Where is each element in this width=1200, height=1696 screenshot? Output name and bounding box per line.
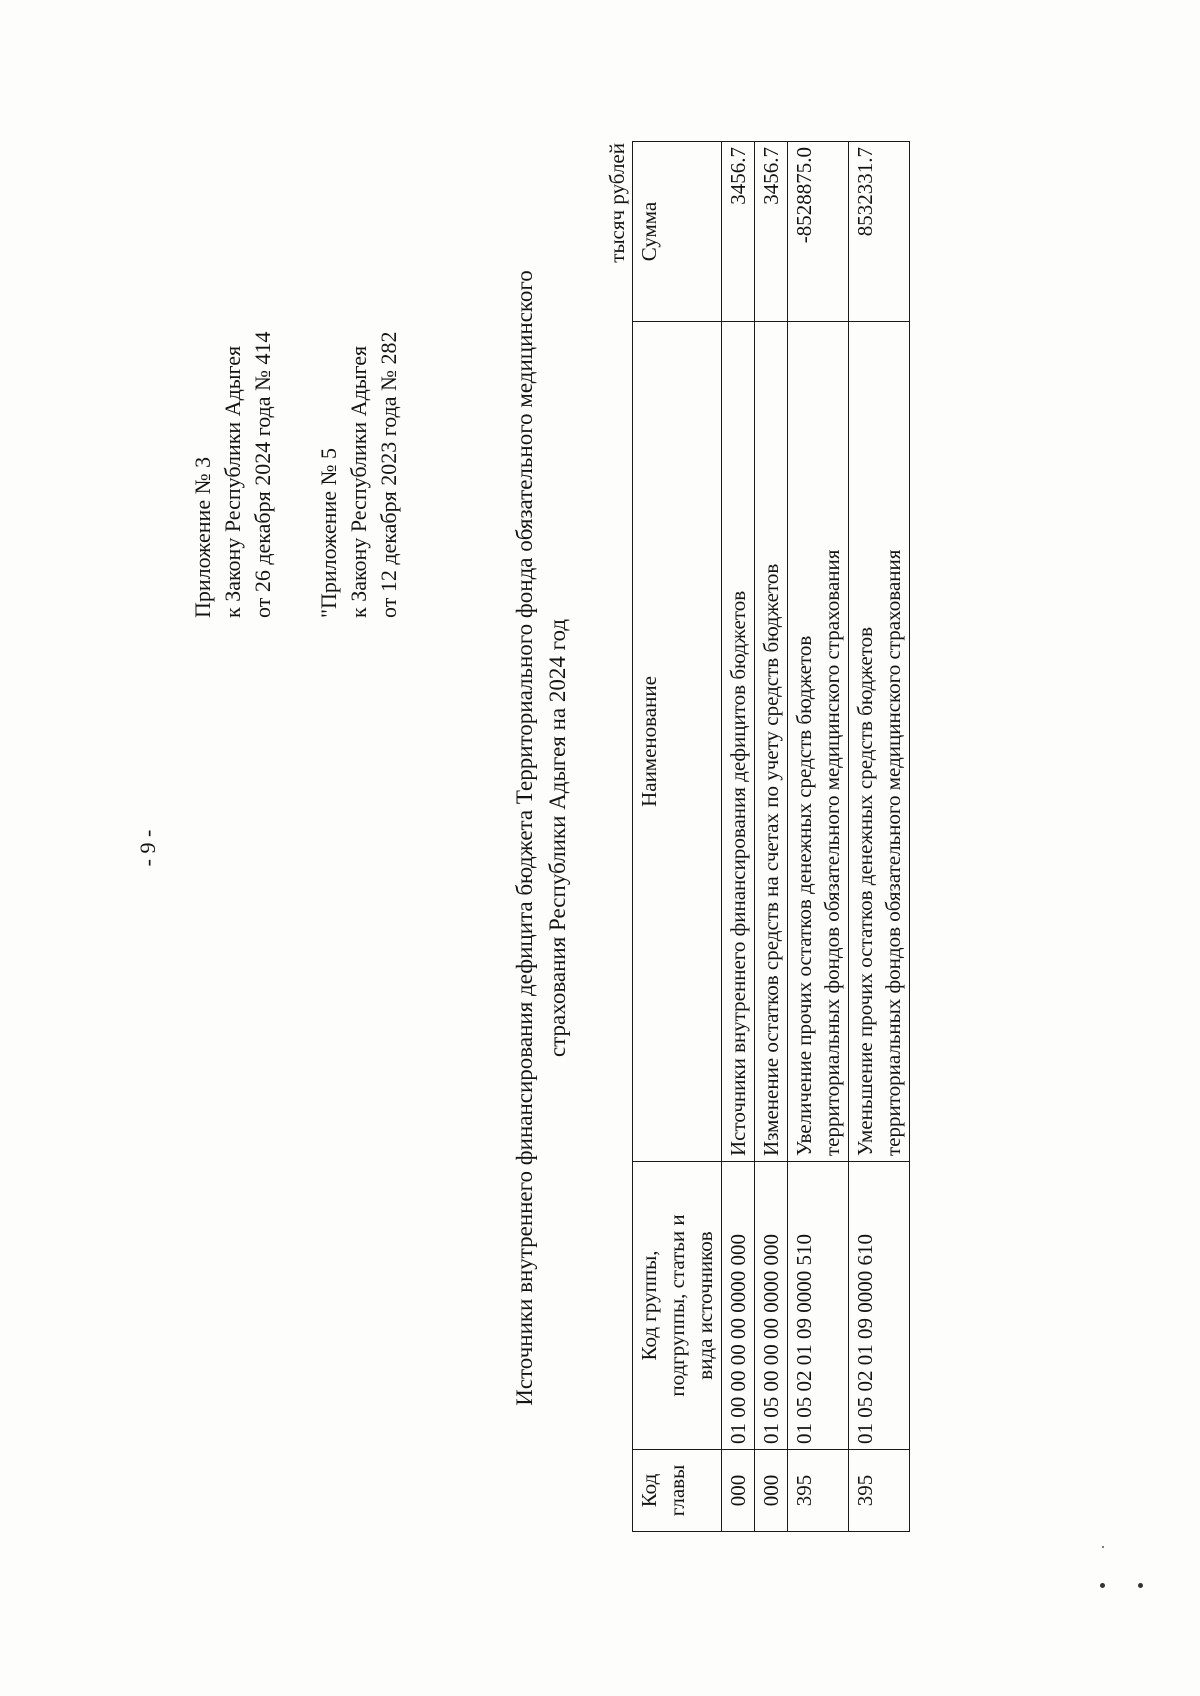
source-code-cell: 01 05 02 01 09 0000 510 [788, 1162, 849, 1450]
appendix-previous-law: к Закону Республики Адыгея [346, 345, 371, 618]
header-chapter-code: Код главы [633, 1450, 722, 1532]
document-title-line-1: Источники внутреннего финансирования дефицита бюджета Территориального фонда обязательного медицинского [512, 270, 537, 1406]
document-title [508, 138, 574, 1538]
sum-cell: 8532331.7 [849, 142, 910, 322]
chapter-code-cell: 000 [755, 1450, 788, 1532]
appendix-current-date: от 26 декабря 2024 года № 414 [250, 331, 275, 618]
name-cell: Увеличение прочих остатков денежных средств бюджетов территориальных фондов обязательного медицинского страхования [788, 322, 849, 1162]
name-cell: Источники внутреннего финансирования дефицитов бюджетов [722, 322, 755, 1162]
units-label: тысяч рублей [605, 143, 629, 263]
appendix-previous-title: "Приложение № 5 [316, 447, 341, 618]
table-row [788, 142, 849, 1532]
source-code-cell: 01 00 00 00 00 0000 000 [722, 1162, 755, 1450]
header-sum: Сумма [633, 142, 722, 322]
scan-speck [1102, 1546, 1104, 1548]
chapter-code-cell: 395 [849, 1450, 910, 1532]
rotated-landscape-page [50, 68, 1150, 1628]
name-cell: Изменение остатков средств на счетах по учету средств бюджетов [755, 322, 788, 1162]
appendix-block [188, 331, 404, 618]
scan-speck [1100, 1583, 1105, 1588]
page-number: - 9 - [135, 829, 160, 867]
table-header-row [633, 142, 722, 1532]
appendix-current-law: к Закону Республики Адыгея [220, 345, 245, 618]
source-code-cell: 01 05 02 01 09 0000 610 [849, 1162, 910, 1450]
appendix-current-title: Приложение № 3 [190, 456, 215, 618]
scan-speck [1138, 1583, 1143, 1588]
document-title-line-2: страхования Республики Адыгея на 2024 год [545, 618, 570, 1058]
header-source-code: Код группы, подгруппы, статьи и вида источников [633, 1162, 722, 1450]
sources-table [632, 141, 910, 1532]
sum-cell: 3456.7 [722, 142, 755, 322]
sum-cell: -8528875.0 [788, 142, 849, 322]
chapter-code-cell: 000 [722, 1450, 755, 1532]
source-code-cell: 01 05 00 00 00 0000 000 [755, 1162, 788, 1450]
table-row [849, 142, 910, 1532]
chapter-code-cell: 395 [788, 1450, 849, 1532]
sum-cell: 3456.7 [755, 142, 788, 322]
table-row [755, 142, 788, 1532]
header-name: Наименование [633, 322, 722, 1162]
appendix-previous-date: от 12 декабря 2023 года № 282 [376, 331, 401, 618]
table-row [722, 142, 755, 1532]
name-cell: Уменьшение прочих остатков денежных средств бюджетов территориальных фондов обязательного медицинского страхования [849, 322, 910, 1162]
